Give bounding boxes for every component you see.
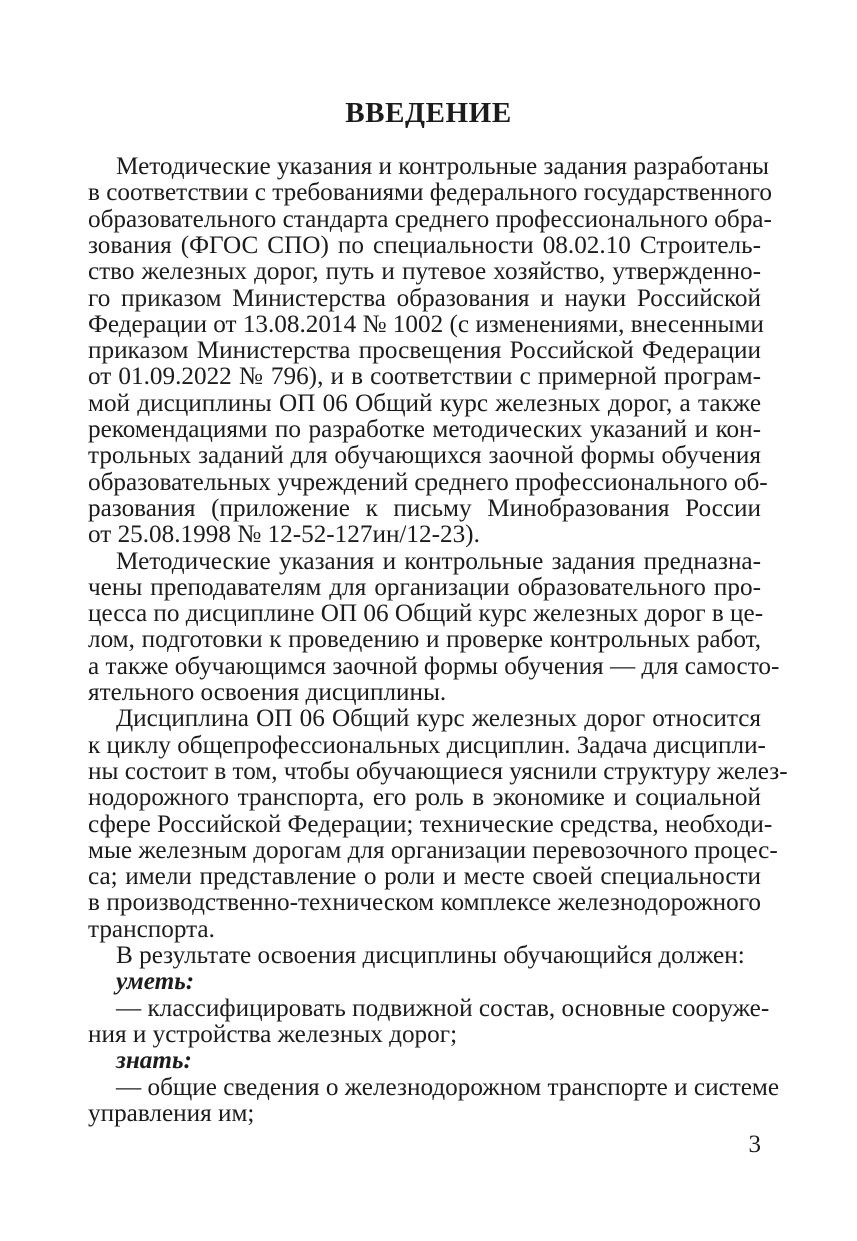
text-line: ятельного освоения дисциплины. — [88, 679, 447, 706]
text-line: разования (приложение к письму Минобразования России — [88, 494, 761, 522]
text-line: а также обучающимся заочной формы обучения — для самосто- — [88, 652, 780, 680]
section-heading: ВВЕДЕНИЕ — [345, 97, 512, 129]
text-line: образовательного стандарта среднего профессионального обра- — [88, 205, 772, 233]
text-line: — общие сведения о железнодорожном транспорте и системе — [116, 1073, 780, 1101]
text-line: мой дисциплины ОП 06 Общий курс железных дорог, а также — [88, 389, 761, 417]
text-line: приказом Министерства просвещения Российской Федерации — [88, 337, 761, 365]
text-line: цесса по дисциплине ОП 06 Общий курс железных дорог в це- — [88, 600, 764, 628]
text-line: Федерации от 13.08.2014 № 1002 (с изменениями, внесенными — [88, 310, 764, 338]
text-line: Методические указания и контрольные задания разработаны — [116, 153, 769, 180]
page-number: 3 — [748, 1131, 761, 1158]
text-line: управления им; — [88, 1099, 255, 1127]
text-line: от 25.08.1998 № 12-52-127ин/12-23). — [88, 521, 480, 549]
subheading-line: уметь: — [116, 968, 195, 996]
text-line: нодорожного транспорта, его роль в экономике и социальной — [88, 784, 761, 812]
text-line: чены преподавателям для организации образовательного про- — [88, 573, 761, 601]
text-line: Методические указания и контрольные задания предназна- — [116, 547, 761, 575]
text-line: ния и устройства железных дорог; — [88, 1020, 458, 1048]
text-line: ство железных дорог, путь и путевое хозяйство, утвержденно- — [88, 258, 761, 286]
subheading-line: знать: — [116, 1047, 192, 1075]
text-line: образовательных учреждений среднего профессионального об- — [88, 468, 768, 496]
text-line: го приказом Министерства образования и науки Российской — [88, 284, 761, 312]
text-line: В результате освоения дисциплины обучающийся должен: — [116, 942, 745, 969]
text-line: транспорта. — [88, 915, 215, 943]
text-line: мые железным дорогам для организации перевозочного процес- — [88, 836, 778, 864]
text-line: от 01.09.2022 № 796), и в соответствии с примерной програм- — [88, 363, 761, 391]
text-line: в производственно-техническом комплексе железнодорожного — [88, 889, 761, 917]
text-line: са; имели представление о роли и месте своей специальности — [88, 863, 761, 891]
text-line: в соответствии с требованиями федерального государственного — [88, 179, 772, 207]
text-line: — классифицировать подвижной состав, основные сооруже- — [116, 994, 770, 1022]
text-line: рекомендациями по разработке методических указаний и кон- — [88, 416, 761, 443]
text-line: ны состоит в том, чтобы обучающиеся уяснили структуру желез- — [88, 757, 788, 785]
text-line: сфере Российской Федерации; технические средства, необходи- — [88, 810, 773, 838]
text-line: зования (ФГОС СПО) по специальности 08.02.10 Строитель- — [88, 231, 761, 259]
text-line: к циклу общепрофессиональных дисциплин. Задача дисципли- — [88, 731, 766, 759]
text-line: лом, подготовки к проведению и проверке контрольных работ, — [88, 626, 761, 654]
text-line: трольных заданий для обучающихся заочной формы обучения — [88, 442, 761, 470]
text-line: Дисциплина ОП 06 Общий курс железных дорог относится — [116, 705, 761, 733]
